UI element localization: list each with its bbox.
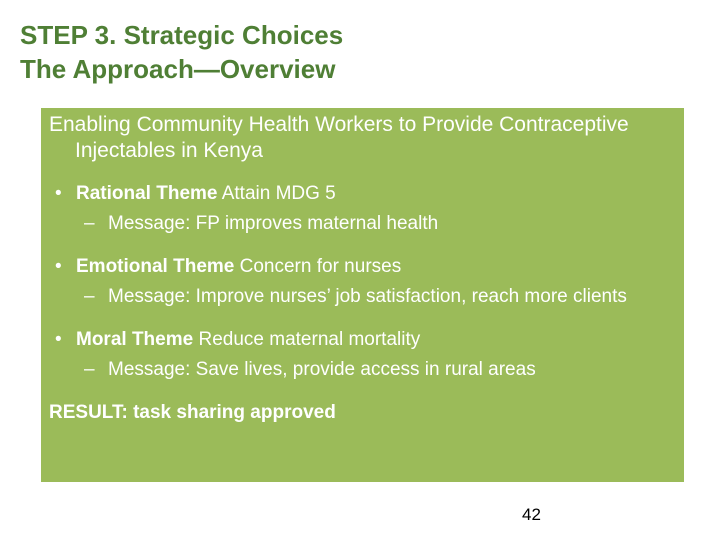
sub-message: Message: Improve nurses’ job satisfaction, reach more clients — [108, 286, 627, 307]
bullet-theme: Rational Theme — [76, 183, 218, 204]
sub-item — [49, 357, 674, 383]
sub-dash: – — [84, 359, 95, 380]
title-line-2: The Approach—Overview — [20, 54, 336, 84]
title-line-1: STEP 3. Strategic Choices — [20, 20, 344, 50]
slide-title — [20, 18, 343, 86]
sub-message: Message: FP improves maternal health — [108, 213, 439, 234]
bullet-item — [49, 327, 674, 353]
bullet-dot: • — [55, 256, 62, 277]
sub-message: Message: Save lives, provide access in rural areas — [108, 359, 536, 380]
bullet-item — [49, 181, 674, 207]
sub-dash: – — [84, 213, 95, 234]
bullet-text: Reduce maternal mortality — [193, 329, 421, 350]
sub-item — [49, 211, 674, 237]
sub-dash: – — [84, 286, 95, 307]
sub-item — [49, 284, 674, 310]
bullet-text: Concern for nurses — [234, 256, 402, 277]
result-text: RESULT: task sharing approved — [49, 402, 336, 423]
panel-intro: Enabling Community Health Workers to Provide Contraceptive Injectables in Kenya — [49, 113, 629, 162]
bullet-text: Attain MDG 5 — [217, 183, 336, 204]
bullet-moral — [49, 327, 674, 383]
bullet-theme: Emotional Theme — [76, 256, 235, 277]
content-panel — [41, 108, 684, 482]
bullet-theme: Moral Theme — [76, 329, 194, 350]
bullet-dot: • — [55, 183, 62, 204]
bullet-rational — [49, 181, 674, 237]
bullet-emotional — [49, 254, 674, 310]
bullet-dot: • — [55, 329, 62, 350]
bullet-item — [49, 254, 674, 280]
page-number: 42 — [522, 505, 541, 524]
